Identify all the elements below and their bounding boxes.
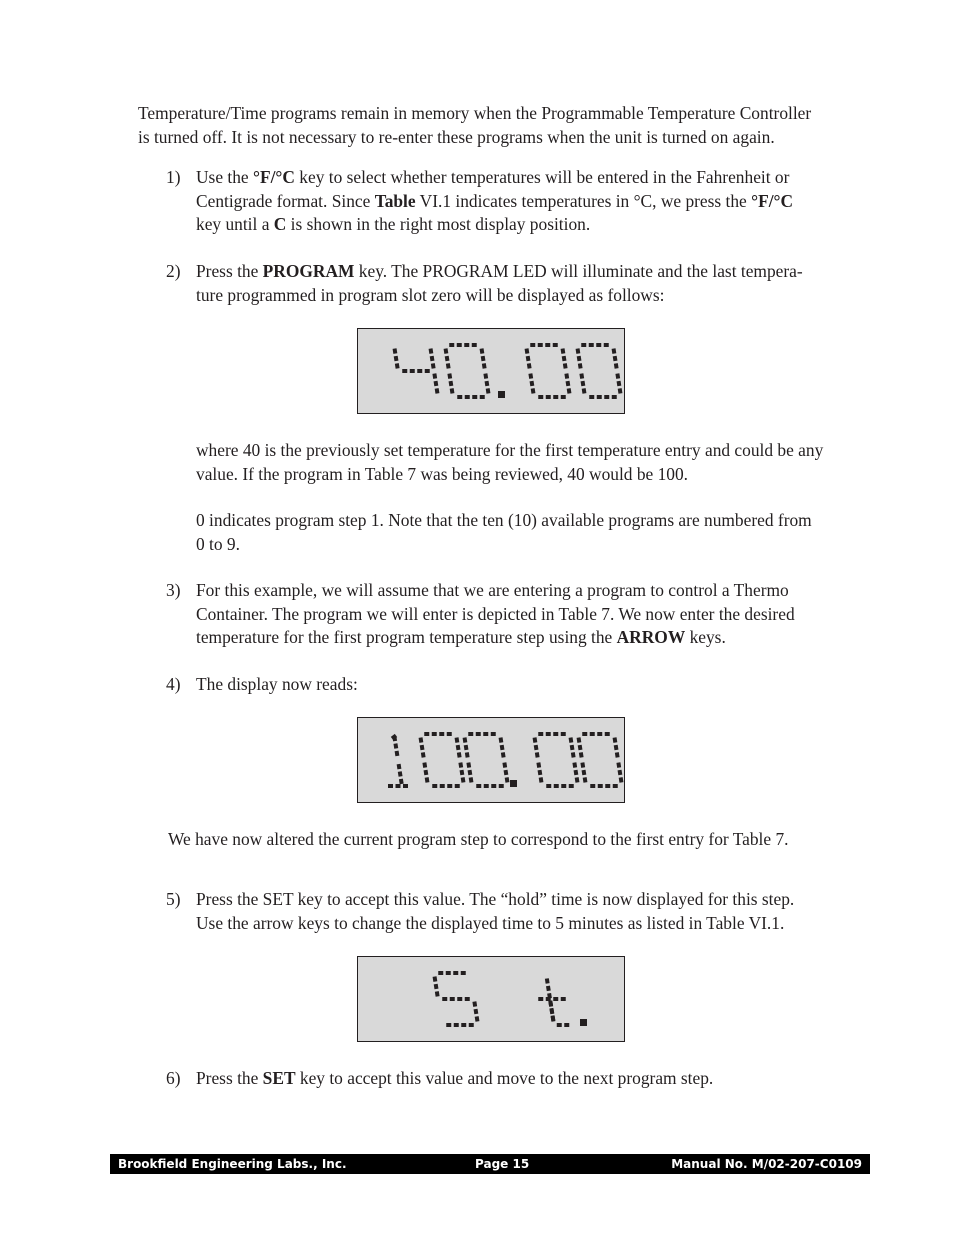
step-4-number: 4) — [166, 674, 181, 694]
step-1-line-1: Use the °F/°C key to select whether temperatures will be entered in the Fahrenheit or — [196, 167, 790, 187]
step-5-line-1: Press the SET key to accept this value. The “hold” time is now displayed for this step. — [196, 889, 795, 909]
step-3-line-1: For this example, we will assume that we are entering a program to control a Thermo — [196, 580, 789, 600]
step-6-line-1: Press the SET key to accept this value and move to the next program step. — [196, 1068, 714, 1088]
step-3-number: 3) — [166, 580, 181, 600]
lcd-display-3-digits — [358, 957, 625, 1042]
step-4-text: The display now reads: — [196, 674, 358, 694]
lcd-digit-5 — [435, 973, 478, 1025]
footer-company: Brookfield Engineering Labs., Inc. — [118, 1157, 347, 1171]
lcd-display-1 — [357, 328, 625, 414]
lcd-digit-0 — [578, 345, 621, 397]
step-5-line-2: Use the arrow keys to change the displayed time to 5 minutes as listed in Table VI.1. — [196, 912, 785, 933]
step-1-number: 1) — [166, 167, 181, 187]
note-1-line-2: value. If the program in Table 7 was being reviewed, 40 would be 100. — [196, 463, 689, 484]
lcd-digit-0 — [535, 734, 578, 786]
lcd-digit-t — [538, 978, 569, 1025]
note-altered-step: We have now altered the current program step to correspond to the first entry for Table 7. — [168, 829, 789, 849]
step-6-number: 6) — [166, 1068, 181, 1088]
step-1-line-2: Centigrade format. Since Table VI.1 indicates temperatures in °C, we press the °F/°C — [196, 190, 794, 211]
note-previous-temperature — [196, 439, 878, 486]
lcd-decimal-point — [510, 780, 517, 787]
lcd-display-3 — [357, 956, 625, 1042]
step-2-line-1: Press the PROGRAM key. The PROGRAM LED will illuminate and the last tempera- — [196, 261, 803, 281]
step-5-text — [196, 888, 878, 935]
step-3-text — [196, 579, 878, 650]
intro-paragraph — [138, 102, 878, 149]
lcd-display-1-digits — [358, 329, 625, 414]
footer-page-number: Page 15 — [475, 1157, 530, 1171]
lcd-digit-0 — [465, 734, 508, 786]
lcd-digit-1 — [388, 736, 408, 787]
footer-manual-number: Manual No. M/02-207-C0109 — [671, 1157, 862, 1171]
step-6-text — [196, 1067, 878, 1091]
lcd-digit-4 — [395, 349, 438, 394]
step-3-line-3: temperature for the first program temperature step using the ARROW keys. — [196, 627, 726, 647]
lcd-display-2 — [357, 717, 625, 803]
step-2-number: 2) — [166, 261, 181, 281]
note-1-line-1: where 40 is the previously set temperature for the first temperature entry and could be any — [196, 440, 824, 460]
lcd-digit-0 — [446, 345, 489, 397]
step-5-number: 5) — [166, 889, 181, 909]
step-1-line-3: key until a C is shown in the right most display position. — [196, 214, 591, 234]
note-2-line-1: 0 indicates program step 1. Note that the ten (10) available programs are numbered from — [196, 510, 812, 530]
page-footer — [110, 1154, 870, 1174]
intro-line-1: Temperature/Time programs remain in memory when the Programmable Temperature Controller — [138, 103, 812, 123]
step-3-line-2: Container. The program we will enter is depicted in Table 7. We now enter the desired — [196, 603, 795, 624]
intro-line-2: is turned off. It is not necessary to re-enter these programs when the unit is turned on again. — [138, 126, 775, 147]
note-2-line-2: 0 to 9. — [196, 533, 240, 554]
lcd-decimal-point — [580, 1019, 587, 1026]
note-program-step — [196, 509, 878, 556]
step-1-text — [196, 166, 878, 237]
lcd-digit-0 — [579, 734, 622, 786]
lcd-digit-0 — [421, 734, 464, 786]
lcd-display-2-digits — [358, 718, 625, 803]
lcd-decimal-point — [498, 391, 505, 398]
step-2-line-2: ture programmed in program slot zero will be displayed as follows: — [196, 284, 665, 305]
step-2-text — [196, 260, 878, 307]
lcd-digit-0 — [527, 345, 570, 397]
